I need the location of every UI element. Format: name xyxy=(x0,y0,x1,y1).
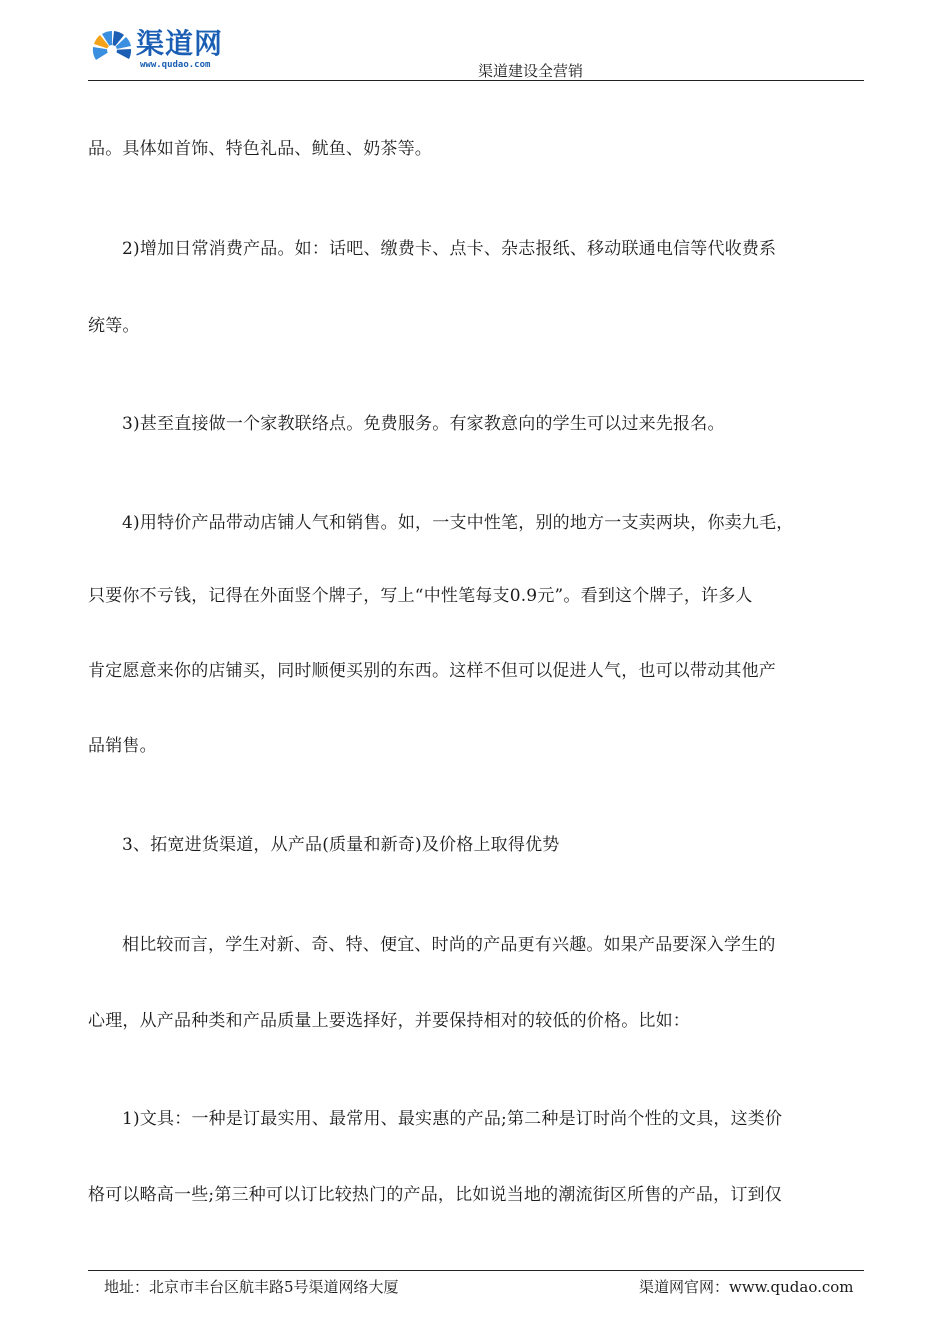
body-line: 只要你不亏钱，记得在外面竖个牌子，写上“中性笔每支0.9元”。看到这个牌子，许多人 xyxy=(88,586,753,606)
body-line: 品。具体如首饰、特色礼品、鱿鱼、奶茶等。 xyxy=(88,139,432,159)
logo-text: 渠道网 xyxy=(136,27,224,60)
page-header xyxy=(88,22,864,80)
header-title: 渠道建设全营销 xyxy=(478,62,584,80)
body-line: 心理，从产品种类和产品质量上要选择好，并要保持相对的较低的价格。比如： xyxy=(88,1011,690,1031)
header-divider xyxy=(88,80,864,81)
sunburst-logo-icon xyxy=(90,26,134,70)
body-line: 相比较而言，学生对新、奇、特、便宜、时尚的产品更有兴趣。如果产品要深入学生的 xyxy=(122,935,776,955)
qudao-logo xyxy=(90,26,250,74)
body-line: 格可以略高一些;第三种可以订比较热门的产品，比如说当地的潮流街区所售的产品，订到仅 xyxy=(88,1185,782,1205)
body-line: 2)增加日常消费产品。如：话吧、缴费卡、点卡、杂志报纸、移动联通电信等代收费系 xyxy=(122,239,777,259)
logo-url: www.qudao.com xyxy=(140,60,211,70)
footer-address: 地址：北京市丰台区航丰路5号渠道网络大厦 xyxy=(104,1278,399,1296)
body-line: 3)甚至直接做一个家教联络点。免费服务。有家教意向的学生可以过来先报名。 xyxy=(122,414,725,434)
body-line: 4)用特价产品带动店铺人气和销售。如，一支中性笔，别的地方一支卖两块，你卖九毛， xyxy=(122,513,794,533)
footer-website: 渠道网官网：www.qudao.com xyxy=(639,1278,854,1296)
body-line: 统等。 xyxy=(88,316,140,336)
section-heading: 3、拓宽进货渠道，从产品(质量和新奇)及价格上取得优势 xyxy=(122,835,560,855)
footer-divider xyxy=(88,1270,864,1271)
body-line: 肯定愿意来你的店铺买，同时顺便买别的东西。这样不但可以促进人气，也可以带动其他产 xyxy=(88,661,776,681)
body-line: 1)文具：一种是订最实用、最常用、最实惠的产品;第二种是订时尚个性的文具，这类价 xyxy=(122,1109,783,1129)
body-line: 品销售。 xyxy=(88,736,157,756)
